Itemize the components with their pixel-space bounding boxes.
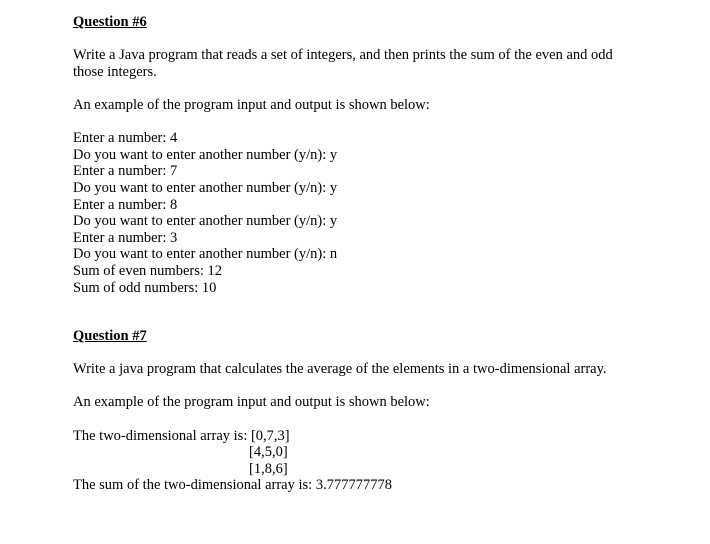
example-line: Do you want to enter another number (y/n): y <box>73 146 338 163</box>
example-line: Enter a number: 4 <box>73 130 178 147</box>
example-line: Enter a number: 3 <box>73 229 178 246</box>
question-6-description-line-1: Write a Java program that reads a set of integers, and then prints the sum of the even and odd <box>73 47 613 64</box>
question-7-description: Write a java program that calculates the average of the elements in a two-dimensional array. <box>73 361 607 378</box>
example-line: Do you want to enter another number (y/n): y <box>73 213 338 230</box>
example-line: Do you want to enter another number (y/n): n <box>73 246 338 263</box>
question-7-example-intro: An example of the program input and output is shown below: <box>73 394 430 411</box>
question-6-example-intro: An example of the program input and output is shown below: <box>73 96 430 113</box>
question-6-heading: Question #6 <box>73 14 147 30</box>
example-line: Enter a number: 7 <box>73 163 178 180</box>
example-line: Do you want to enter another number (y/n): y <box>73 179 338 196</box>
document-page <box>73 14 693 494</box>
question-6-example-output <box>73 130 693 296</box>
array-row: [4,5,0] <box>249 444 288 461</box>
example-line: Sum of odd numbers: 10 <box>73 279 217 296</box>
array-row: [1,8,6] <box>249 460 288 477</box>
array-label: The two-dimensional array is: [0,7,3] <box>73 427 290 444</box>
example-line: Enter a number: 8 <box>73 196 178 213</box>
question-6-description-line-2: those integers. <box>73 63 157 80</box>
example-line: Sum of even numbers: 12 <box>73 262 223 279</box>
question-7-heading: Question #7 <box>73 328 147 345</box>
question-6-description <box>73 47 693 80</box>
question-7-example-output <box>73 428 693 494</box>
array-result: The sum of the two-dimensional array is: 3.777777778 <box>73 477 392 494</box>
